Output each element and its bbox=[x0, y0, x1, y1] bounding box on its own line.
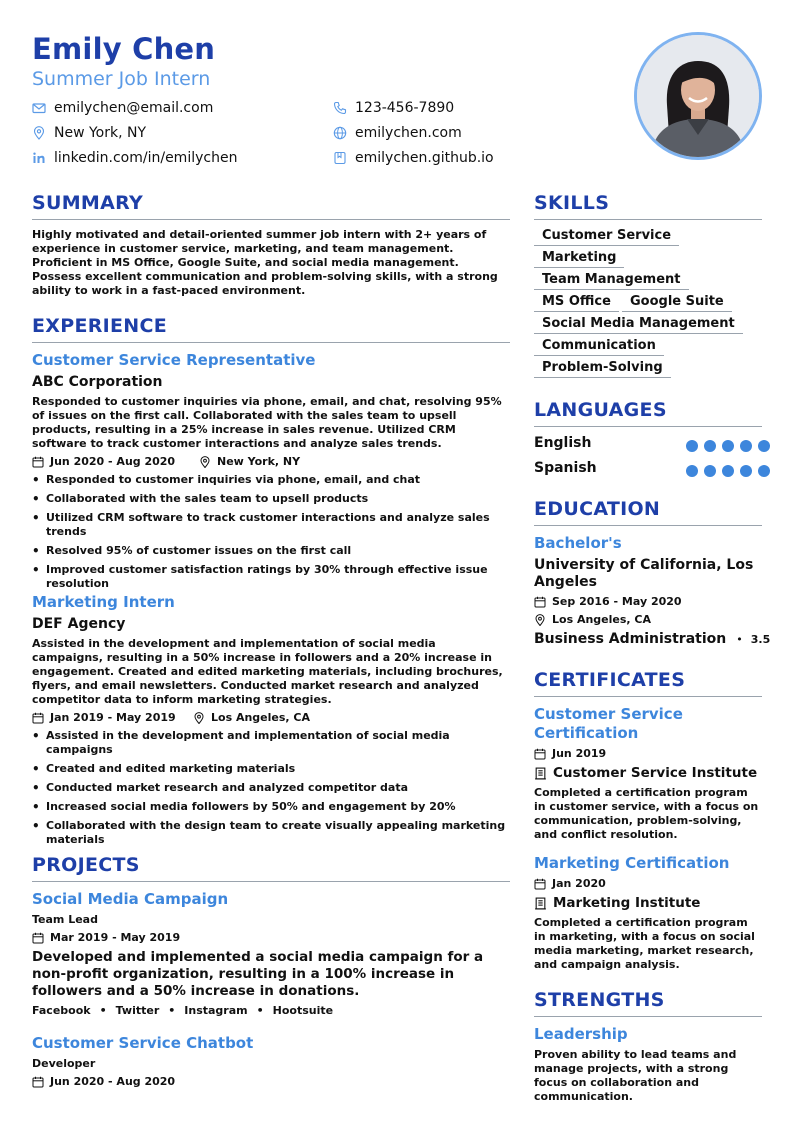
envelope-icon bbox=[32, 101, 46, 115]
languages-heading: LANGUAGES bbox=[534, 399, 667, 421]
list-item: • Created and edited marketing materials bbox=[32, 762, 510, 776]
education-gpa: 3.5 bbox=[750, 633, 771, 646]
contact-website[interactable] bbox=[333, 125, 462, 141]
tool-tag: Twitter bbox=[115, 1004, 160, 1017]
certificate-description: Completed a certification program in marketing, with a focus on social media marketing, market research, and campaign analysis. bbox=[534, 916, 755, 971]
job-dates-text: Jun 2020 - Aug 2020 bbox=[50, 455, 176, 468]
candidate-name: Emily Chen bbox=[32, 32, 216, 66]
tool-tag: Instagram bbox=[184, 1004, 248, 1017]
job-location bbox=[193, 711, 310, 724]
language-level bbox=[680, 465, 770, 477]
location-text: New York, NY bbox=[54, 125, 147, 141]
job-location bbox=[199, 455, 300, 468]
education-dates-text: Sep 2016 - May 2020 bbox=[552, 595, 682, 608]
skill-tag: Social Media Management bbox=[534, 316, 743, 334]
calendar-icon bbox=[32, 932, 44, 944]
certificate-issuer bbox=[534, 765, 757, 781]
skill-tag: Team Management bbox=[534, 272, 689, 290]
language-level-dot bbox=[722, 465, 734, 477]
experience-divider bbox=[32, 342, 510, 343]
certificate-issuer bbox=[534, 895, 700, 911]
summary-divider bbox=[32, 219, 510, 220]
contact-phone[interactable] bbox=[333, 100, 454, 116]
calendar-icon bbox=[534, 596, 546, 608]
education-location bbox=[534, 613, 651, 626]
skill-tag: MS Office bbox=[534, 294, 619, 312]
project-dates bbox=[32, 931, 180, 944]
education-heading: EDUCATION bbox=[534, 498, 661, 520]
calendar-icon bbox=[32, 1076, 44, 1088]
list-item: • Increased social media followers by 50% and engagement by 20% bbox=[32, 800, 510, 814]
certificate-issuer-text: Marketing Institute bbox=[553, 895, 701, 911]
summary-heading: SUMMARY bbox=[32, 192, 144, 214]
list-item: • Collaborated with the design team to create visually appealing marketing materials bbox=[32, 819, 510, 847]
project-role: Developer bbox=[32, 1057, 96, 1070]
separator-dot: • bbox=[168, 1004, 176, 1017]
job-description: Responded to customer inquiries via phone, email, and chat, resolving 95% of issues on the first call. Collaborated with the sales team to upsell products, resulting in a 25% increase in sales revenue. Utilized CRM software to track customer interactions and analyze sales trends. bbox=[32, 395, 502, 450]
list-item: • Utilized CRM software to track customer interactions and analyze sales trends bbox=[32, 511, 510, 539]
language-level-dot bbox=[740, 440, 752, 452]
list-item: • Collaborated with the sales team to upsell products bbox=[32, 492, 510, 506]
list-item: • Assisted in the development and implementation of social media campaigns bbox=[32, 729, 510, 757]
institution-icon bbox=[534, 897, 547, 910]
list-item: • Conducted market research and analyzed competitor data bbox=[32, 781, 510, 795]
certificates-heading: CERTIFICATES bbox=[534, 669, 686, 691]
calendar-icon bbox=[534, 878, 546, 890]
skill-tag: Problem-Solving bbox=[534, 360, 671, 378]
job-bullets bbox=[32, 473, 510, 596]
language-name: Spanish bbox=[534, 460, 597, 476]
certificate-date bbox=[534, 747, 606, 760]
separator-dot: • bbox=[256, 1004, 264, 1017]
list-item: • Responded to customer inquiries via phone, email, and chat bbox=[32, 473, 510, 487]
school-name: University of California, Los Angeles bbox=[534, 557, 754, 590]
strengths-divider bbox=[534, 1016, 762, 1017]
separator-dot: • bbox=[99, 1004, 107, 1017]
experience-heading: EXPERIENCE bbox=[32, 315, 168, 337]
language-level bbox=[680, 440, 770, 452]
certificate-title: Customer Service Certification bbox=[534, 705, 683, 742]
email-text: emilychen@email.com bbox=[54, 100, 214, 116]
calendar-icon bbox=[534, 748, 546, 760]
calendar-icon bbox=[32, 712, 44, 724]
contact-github[interactable] bbox=[333, 150, 494, 166]
job-location-text: New York, NY bbox=[217, 455, 301, 468]
job-location-text: Los Angeles, CA bbox=[211, 711, 310, 724]
job-title: Marketing Intern bbox=[32, 593, 175, 611]
job-dates bbox=[32, 455, 175, 468]
linkedin-text: linkedin.com/in/emilychen bbox=[54, 150, 238, 166]
language-level-dot bbox=[758, 465, 770, 477]
location-pin-icon bbox=[193, 712, 205, 724]
certificate-issuer-text: Customer Service Institute bbox=[553, 765, 758, 781]
language-level-dot bbox=[704, 440, 716, 452]
projects-heading: PROJECTS bbox=[32, 854, 140, 876]
bookmark-icon bbox=[333, 151, 347, 165]
contact-location bbox=[32, 125, 146, 141]
language-level-dot bbox=[740, 465, 752, 477]
contact-linkedin[interactable] bbox=[32, 150, 237, 166]
skill-tag: Marketing bbox=[534, 250, 624, 268]
education-location-text: Los Angeles, CA bbox=[552, 613, 651, 626]
candidate-role: Summer Job Intern bbox=[32, 68, 211, 90]
certificate-title: Marketing Certification bbox=[534, 854, 730, 872]
certificates-divider bbox=[534, 696, 762, 697]
list-item: • Improved customer satisfaction ratings by 30% through effective issue resolution bbox=[32, 563, 510, 591]
education-divider bbox=[534, 525, 762, 526]
skill-tag: Communication bbox=[534, 338, 664, 356]
location-pin-icon bbox=[534, 614, 546, 626]
language-level-dot bbox=[758, 440, 770, 452]
globe-icon bbox=[333, 126, 347, 140]
institution-icon bbox=[534, 767, 547, 780]
languages-divider bbox=[534, 426, 762, 427]
phone-text: 123-456-7890 bbox=[355, 100, 455, 116]
project-title: Social Media Campaign bbox=[32, 890, 229, 908]
degree-title: Bachelor's bbox=[534, 534, 622, 552]
skill-tag: Customer Service bbox=[534, 228, 679, 246]
education-dates bbox=[534, 595, 682, 608]
skills-divider bbox=[534, 219, 762, 220]
separator-dot: • bbox=[736, 633, 743, 646]
linkedin-icon bbox=[32, 151, 46, 165]
job-dates-text: Jan 2019 - May 2019 bbox=[50, 711, 176, 724]
tool-tag: Facebook bbox=[32, 1004, 91, 1017]
contact-email[interactable] bbox=[32, 100, 213, 116]
list-item: • Resolved 95% of customer issues on the first call bbox=[32, 544, 510, 558]
job-dates bbox=[32, 711, 176, 724]
website-text: emilychen.com bbox=[355, 125, 462, 141]
strength-title: Leadership bbox=[534, 1025, 628, 1043]
project-dates bbox=[32, 1075, 175, 1088]
location-pin-icon bbox=[32, 126, 46, 140]
language-name: English bbox=[534, 435, 592, 451]
certificate-date-text: Jan 2020 bbox=[552, 877, 606, 890]
github-text: emilychen.github.io bbox=[355, 150, 494, 166]
education-field-row bbox=[534, 631, 770, 647]
certificate-date bbox=[534, 877, 606, 890]
job-title: Customer Service Representative bbox=[32, 351, 316, 369]
job-description: Assisted in the development and implementation of social media campaigns, resulting in a 50% increase in followers and a 20% increase in engagement. Created and edited marketing materials, including brochures, flyers, and email newsletters. Conducted market research and analyzed competitor data to inform marketing strategies. bbox=[32, 637, 503, 706]
project-role: Team Lead bbox=[32, 913, 98, 926]
projects-divider bbox=[32, 881, 510, 882]
phone-icon bbox=[333, 101, 347, 115]
project-description: Developed and implemented a social media campaign for a non-profit organization, resulting in a 100% increase in followers and a 50% increase in donations. bbox=[32, 949, 484, 999]
tool-tag: Hootsuite bbox=[272, 1004, 334, 1017]
calendar-icon bbox=[32, 456, 44, 468]
job-bullets bbox=[32, 729, 510, 852]
language-level-dot bbox=[686, 465, 698, 477]
education-field: Business Administration bbox=[534, 631, 727, 647]
certificate-description: Completed a certification program in customer service, with a focus on communication, problem-solving, and conflict resolution. bbox=[534, 786, 759, 841]
strengths-heading: STRENGTHS bbox=[534, 989, 665, 1011]
skill-tag: Google Suite bbox=[622, 294, 732, 312]
summary-text: Highly motivated and detail-oriented summer job intern with 2+ years of experience in customer service, marketing, and team management. Proficient in MS Office, Google Suite, and social media management. Possess excellent communication and problem-solving skills, with a strong ability to work in a fast-paced environment. bbox=[32, 228, 498, 297]
language-level-dot bbox=[704, 465, 716, 477]
strength-description: Proven ability to lead teams and manage projects, with a strong focus on collaboration and communication. bbox=[534, 1048, 737, 1103]
project-dates-text: Jun 2020 - Aug 2020 bbox=[50, 1075, 176, 1088]
job-company: DEF Agency bbox=[32, 616, 126, 632]
profile-photo bbox=[634, 32, 762, 160]
language-level-dot bbox=[722, 440, 734, 452]
project-tools bbox=[32, 1004, 333, 1017]
project-dates-text: Mar 2019 - May 2019 bbox=[50, 931, 181, 944]
language-level-dot bbox=[686, 440, 698, 452]
job-company: ABC Corporation bbox=[32, 374, 163, 390]
location-pin-icon bbox=[199, 456, 211, 468]
certificate-date-text: Jun 2019 bbox=[552, 747, 607, 760]
skills-heading: SKILLS bbox=[534, 192, 610, 214]
project-title: Customer Service Chatbot bbox=[32, 1034, 254, 1052]
